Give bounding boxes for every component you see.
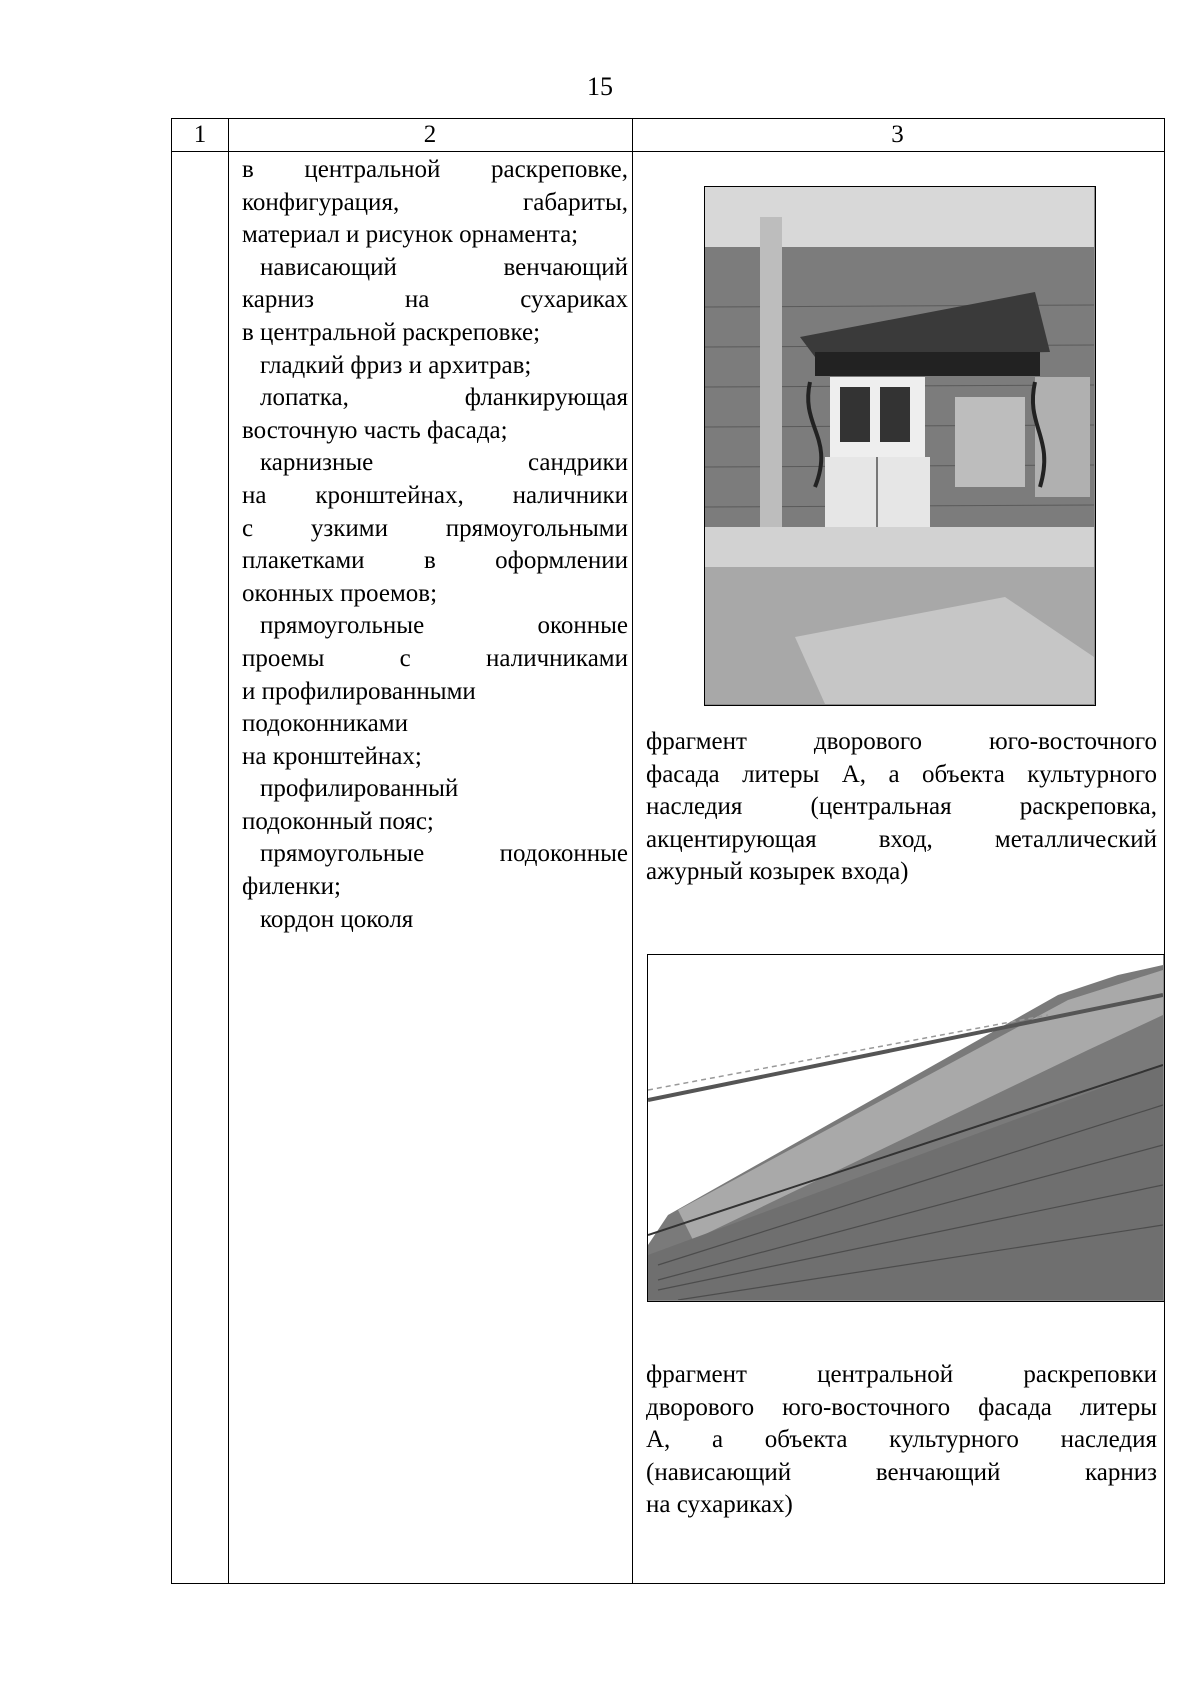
description-line: профилированный <box>260 775 459 803</box>
caption-2-line: (нависающий венчающий карниз <box>646 1458 1157 1486</box>
description-line: прямоугольные подоконные <box>260 840 628 868</box>
caption-1-line: акцентирующая вход, металлический <box>646 825 1157 853</box>
caption-2-line: на сухариках) <box>646 1491 793 1519</box>
cornice-image <box>648 955 1163 1300</box>
page-number: 15 <box>587 72 613 101</box>
header-col-1: 1 <box>193 121 207 148</box>
description-line: плакетками в оформлении <box>242 547 628 575</box>
description-line: кордон цоколя <box>260 905 414 933</box>
elements-description <box>242 154 628 936</box>
description-line: подоконниками <box>242 710 408 738</box>
description-line: филенки; <box>242 873 341 901</box>
description-line: подоконный пояс; <box>242 807 434 835</box>
description-line: оконных проемов; <box>242 579 438 607</box>
description-line: в центральной раскреповке; <box>242 318 541 346</box>
header-divider <box>172 151 1164 152</box>
cornice-photo <box>647 954 1165 1302</box>
caption-1-line: наследия (центральная раскреповка, <box>646 793 1157 821</box>
description-line: карнизные сандрики <box>260 449 628 477</box>
caption-2-line: дворового юго-восточного фасада литеры <box>646 1393 1157 1421</box>
description-line: проемы с наличниками <box>242 644 628 672</box>
description-line: нависающий венчающий <box>260 253 628 281</box>
caption-2-line: А, а объекта культурного наследия <box>646 1426 1157 1454</box>
description-line: на кронштейнах, наличники <box>242 481 628 509</box>
column-divider-1 <box>228 119 229 1583</box>
description-line: в центральной раскреповке, <box>242 156 628 183</box>
description-line: на кронштейнах; <box>242 742 422 770</box>
description-line: карниз на сухариках <box>242 286 628 314</box>
column-divider-2 <box>632 119 633 1583</box>
facade-entrance-photo <box>704 186 1096 706</box>
description-line: прямоугольные оконные <box>260 612 628 640</box>
description-line: конфигурация, габариты, <box>242 188 628 216</box>
caption-1-line: фасада литеры А, а объекта культурного <box>646 760 1157 788</box>
facade-entrance-image <box>705 187 1094 704</box>
caption-2-line: фрагмент центральной раскреповки <box>646 1361 1157 1388</box>
description-line: и профилированными <box>242 677 476 705</box>
caption-1-line: ажурный козырек входа) <box>646 858 909 886</box>
description-line: гладкий фриз и архитрав; <box>260 351 532 379</box>
description-line: с узкими прямоугольными <box>242 514 628 542</box>
photo-caption-2 <box>646 1359 1157 1522</box>
header-col-3: 3 <box>891 121 904 148</box>
caption-1-line: фрагмент дворового юго-восточного <box>646 728 1157 755</box>
photo-caption-1 <box>646 726 1157 889</box>
header-col-2: 2 <box>423 121 437 148</box>
description-line: лопатка, фланкирующая <box>260 384 628 412</box>
description-line: материал и рисунок орнамента; <box>242 221 579 249</box>
heritage-table <box>171 118 1165 1584</box>
description-line: восточную часть фасада; <box>242 416 508 444</box>
